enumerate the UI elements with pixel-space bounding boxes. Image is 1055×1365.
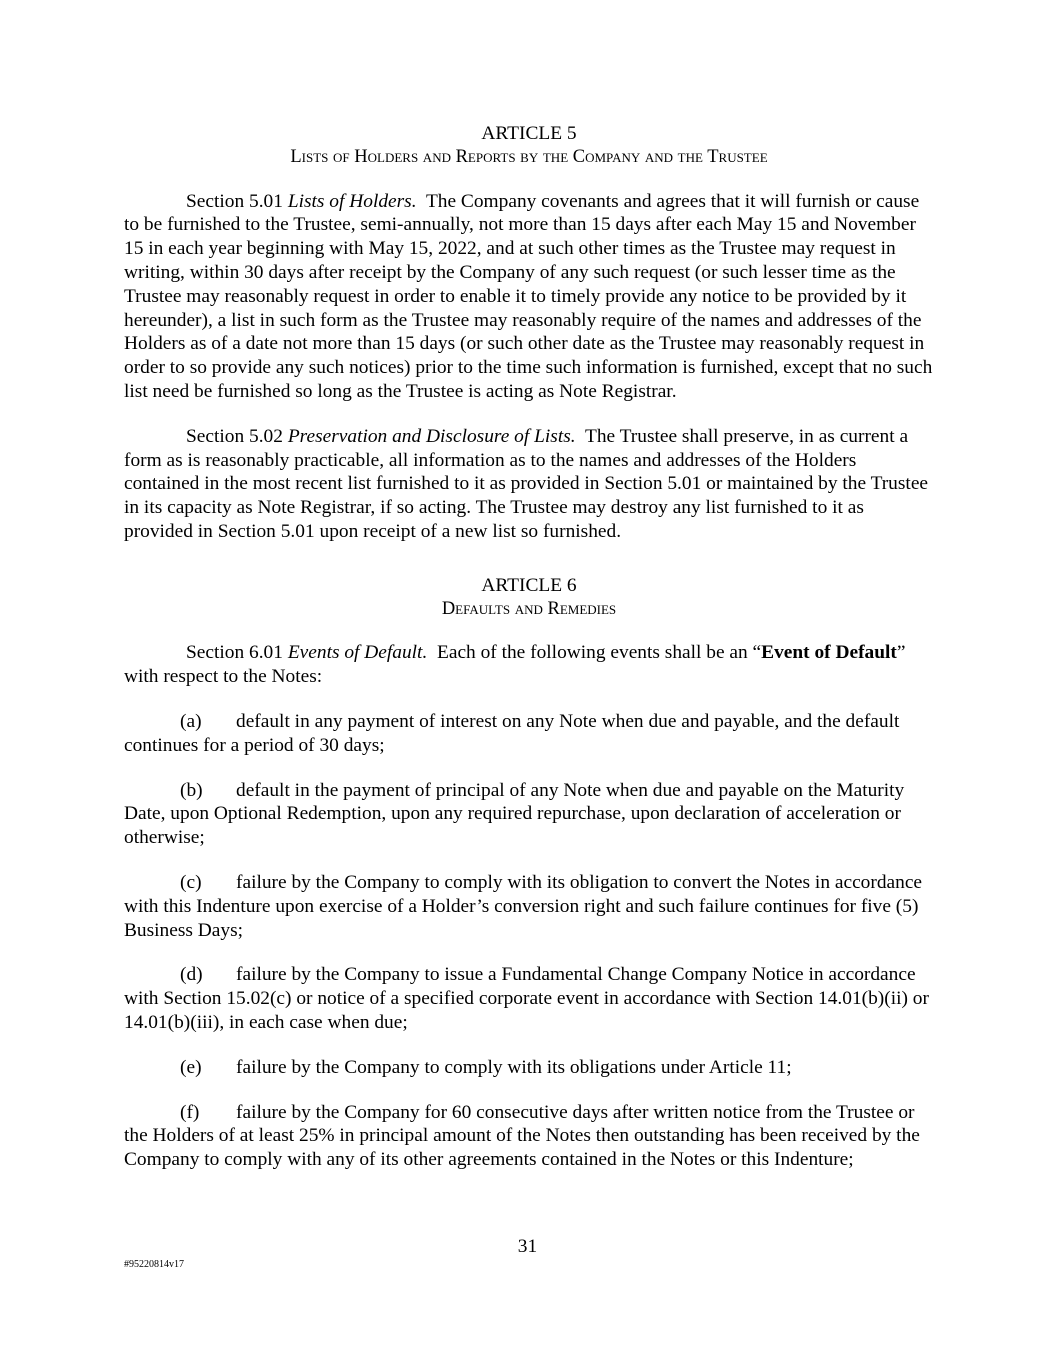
document-id: #95220814v17 (124, 1259, 184, 1270)
section-5-02-number: Section 5.02 (186, 425, 283, 447)
default-item-label: (b) (180, 779, 203, 801)
article-6-number: ARTICLE 6 (481, 574, 577, 596)
default-item-text: default in the payment of principal of any Note when due and payable on the Maturity Date, upon Optional Redemption, upon any required repurchase, upon declaration of acceleration or otherwise; (124, 779, 905, 849)
section-5-01-text: The Company covenants and agrees that it will furnish or cause to be furnished to the Trustee, semi-annually, not more than 15 days after each May 15 and November 15 in each year beginning with May 15, 2022, and at such other times as the Trustee may request in writing, within 30 days after receipt by the Company of any such request (or such lesser time as the Trustee may reasonably request in order to enable it to timely provide any notice to be provided by it hereunder), a list in such form as the Trustee may reasonably require of the names and addresses of the Holders as of a date not more than 15 days (or such other date as the Trustee may reasonably request in order to so provide any such notices) prior to the time such information is furnished, except that no such list need be furnished so long as the Trustee is acting as Note Registrar. (124, 190, 933, 402)
article-6-title: Defaults and Remedies (441, 598, 617, 619)
default-item-text: failure by the Company to comply with its obligations under Article 11; (236, 1056, 792, 1078)
section-5-01 (124, 190, 934, 404)
article-5-title: Lists of Holders and Reports by the Company and the Trustee (290, 146, 768, 167)
default-item-label: (f) (180, 1101, 200, 1123)
section-6-01-title: Events of Default. (287, 642, 428, 664)
section-5-02-text: The Trustee shall preserve, in as current a form as is reasonably practicable, all information as to the names and addresses of the Holders contained in the most recent list furnished to it as provided in Section 5.01 or maintained by the Trustee in its capacity as Note Registrar, if so acting. The Trustee may destroy any list furnished to it as provided in Section 5.01 upon receipt of a new list so furnished. (124, 425, 929, 542)
default-item-label: (a) (180, 710, 202, 732)
section-5-01-title: Lists of Holders. (287, 190, 417, 212)
article-5-number: ARTICLE 5 (481, 123, 577, 144)
article-5-heading (124, 122, 934, 170)
default-item-text: failure by the Company for 60 consecutive days after written notice from the Trustee or the Holders of at least 25% in principal amount of the Notes then outstanding has been received by the Company to comply with any of its other agreements contained in the Notes or this Indenture; (124, 1101, 920, 1171)
default-item-d (124, 963, 934, 1034)
section-6-01-defined-term: Event of Default (761, 642, 897, 664)
default-item-label: (e) (180, 1056, 202, 1078)
default-item-text: failure by the Company to issue a Fundamental Change Company Notice in accordance with Section 15.02(c) or notice of a specified corporate event in accordance with Section 14.01(b)(ii) or 14.01(b)(iii), in each case when due; (124, 964, 929, 1033)
page-number: 31 (517, 1236, 538, 1257)
default-item-label: (d) (180, 964, 203, 986)
section-5-01-number: Section 5.01 (186, 190, 283, 212)
article-6-heading (124, 574, 934, 622)
section-6-01 (124, 641, 934, 689)
default-item-label: (c) (180, 871, 202, 893)
section-6-01-text-before: Each of the following events shall be an “ (437, 642, 762, 664)
default-item-text: default in any payment of interest on any Note when due and payable, and the default continues for a period of 30 days; (124, 710, 900, 756)
default-item-c (124, 871, 934, 942)
section-5-02-title: Preservation and Disclosure of Lists. (287, 425, 576, 447)
default-item-b (124, 779, 934, 850)
default-item-e (124, 1056, 934, 1080)
section-5-02 (124, 425, 934, 544)
default-item-f (124, 1101, 934, 1172)
default-item-text: failure by the Company to comply with its obligation to convert the Notes in accordance with this Indenture upon exercise of a Holder’s conversion right and such failure continues for five (5) Business Days; (124, 871, 923, 941)
document-page (124, 122, 934, 1172)
section-6-01-number: Section 6.01 (186, 642, 283, 664)
default-item-a (124, 710, 934, 758)
section-6-01-text-after: ” with respect to the Notes: (124, 642, 906, 688)
